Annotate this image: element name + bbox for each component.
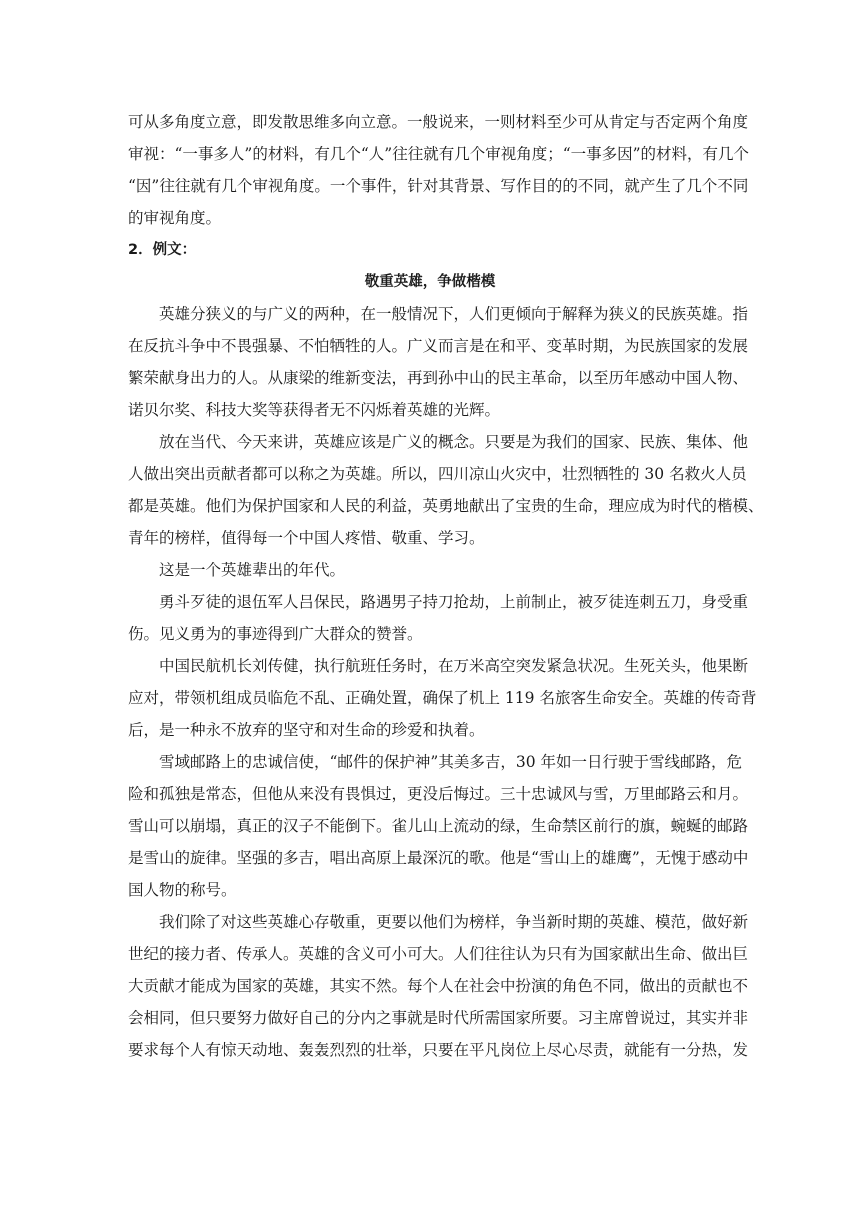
paragraph-line: 中国民航机长刘传健，执行航班任务时，在万米高空突发紧急状况。生死关头，他果断 (159, 657, 749, 675)
paragraph-line: 青年的榜样，值得每一个中国人疼惜、敬重、学习。 (128, 529, 485, 547)
paragraph-line: 应对，带领机组成员临危不乱、正确处置，确保了机上 119 名旅客生命安全。英雄的传奇背 (128, 689, 757, 707)
paragraph-line: 诺贝尔奖、科技大奖等获得者无不闪烁着英雄的光辉。 (128, 401, 501, 419)
paragraph-line: 勇斗歹徒的退伍军人吕保民，路遇男子持刀抢劫，上前制止，被歹徒连刺五刀，身受重 (159, 593, 749, 611)
intro-line-4: 的审视角度。 (128, 209, 222, 227)
intro-line-2: 审视：“一事多人”的材料，有几个“人”往往就有几个审视角度；“一事多因”的材料，有几个 (128, 145, 750, 163)
section-label: 2．例文： (128, 242, 197, 258)
paragraph-line: 我们除了对这些英雄心存敬重，更要以他们为榜样，争当新时期的英雄、模范，做好新 (159, 913, 749, 931)
essay-paragraph-6 (128, 746, 749, 906)
paragraph-line: 英雄分狭义的与广义的两种，在一般情况下，人们更倾向于解释为狭义的民族英雄。指 (159, 305, 749, 323)
paragraph-line: 后，是一种永不放弃的坚守和对生命的珍爱和执着。 (128, 721, 485, 739)
paragraph-line: 世纪的接力者、传承人。英雄的含义可小可大。人们往往认为只有为国家献出生命、做出巨 (128, 945, 749, 963)
intro-line-1: 可从多角度立意，即发散思维多向立意。一般说来，一则材料至少可从肯定与否定两个角度 (128, 113, 749, 131)
intro-line-3: “因”往往就有几个审视角度。一个事件，针对其背景、写作目的的不同，就产生了几个不同 (128, 177, 749, 195)
paragraph-line: 险和孤独是常态，但他从来没有畏惧过，更没后悔过。三十忠诚风与雪，万里邮路云和月。 (128, 785, 749, 803)
paragraph-line: 人做出突出贡献者都可以称之为英雄。所以，四川凉山火灾中，壮烈牺牲的 30 名救火人员 (128, 465, 747, 483)
essay-paragraph-4 (128, 586, 749, 650)
paragraph-line: 大贡献才能成为国家的英雄，其实不然。每个人在社会中扮演的角色不同，做出的贡献也不 (128, 977, 749, 995)
paragraph-line: 会相同，但只要努力做好自己的分内之事就是时代所需国家所要。习主席曾说过，其实并非 (128, 1009, 749, 1027)
paragraph-line: 都是英雄。他们为保护国家和人民的利益，英勇地献出了宝贵的生命，理应成为时代的楷模、 (128, 497, 764, 515)
paragraph-line: 繁荣献身出力的人。从康梁的维新变法，再到孙中山的民主革命，以至历年感动中国人物、 (128, 369, 749, 387)
essay-paragraph-1 (128, 298, 749, 426)
paragraph-line: 在反抗斗争中不畏强暴、不怕牺牲的人。广义而言是在和平、变革时期，为民族国家的发展 (128, 337, 749, 355)
paragraph-line: 要求每个人有惊天动地、轰轰烈烈的壮举，只要在平凡岗位上尽心尽责，就能有一分热，发 (128, 1041, 749, 1059)
paragraph-line: 伤。见义勇为的事迹得到广大群众的赞誉。 (128, 625, 423, 643)
essay-paragraph-3 (128, 554, 732, 586)
essay-paragraph-5 (128, 650, 757, 746)
paragraph-line: 这是一个英雄辈出的年代。 (159, 561, 346, 579)
paragraph-line: 是雪山的旋律。坚强的多吉，唱出高原上最深沉的歌。他是“雪山上的雄鹰”，无愧于感动中 (128, 849, 749, 867)
paragraph-line: 雪域邮路上的忠诚信使，“邮件的保护神”其美多吉，30 年如一日行驶于雪线邮路，危 (159, 753, 743, 771)
intro-paragraph (128, 106, 750, 234)
essay-title: 敬重英雄，争做楷模 (364, 274, 496, 290)
paragraph-line: 国人物的称号。 (128, 881, 237, 899)
paragraph-line: 放在当代、今天来讲，英雄应该是广义的概念。只要是为我们的国家、民族、集体、他 (159, 433, 749, 451)
essay-paragraph-7 (128, 906, 749, 1066)
essay-paragraph-2 (128, 426, 764, 554)
paragraph-line: 雪山可以崩塌，真正的汉子不能倒下。雀儿山上流动的绿，生命禁区前行的旗，蜿蜒的邮路 (128, 817, 749, 835)
document-page (128, 106, 764, 1066)
